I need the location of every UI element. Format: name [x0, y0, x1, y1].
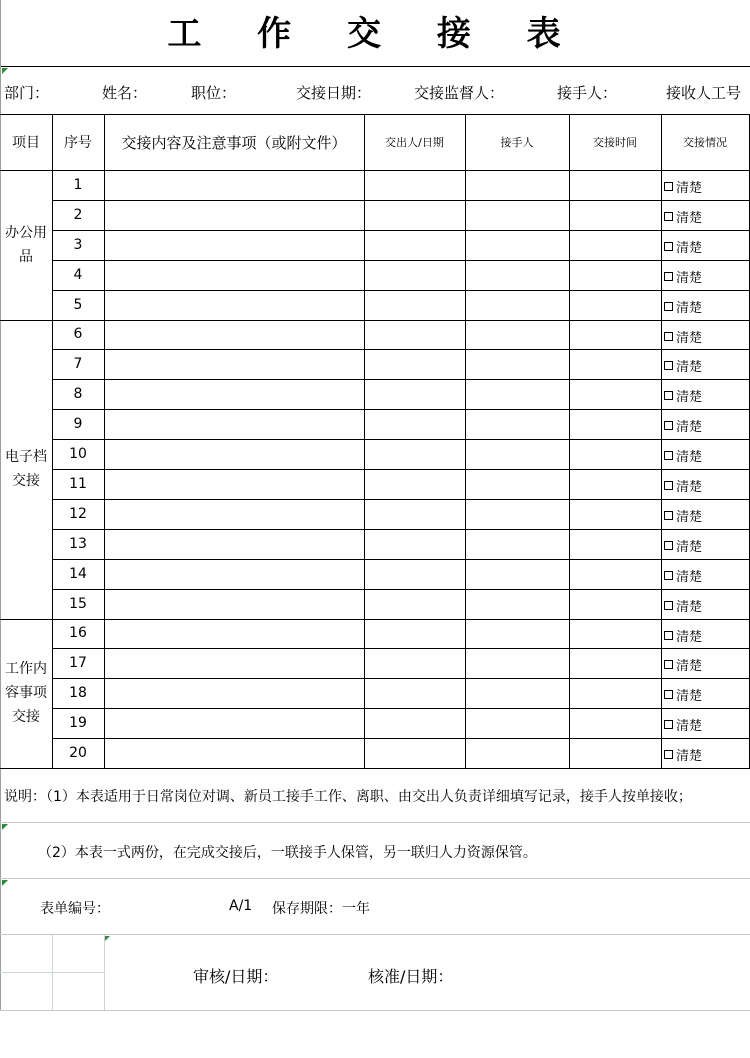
status-label: 清楚 [676, 689, 703, 705]
checkbox-icon[interactable] [664, 720, 673, 729]
checkbox-icon[interactable] [664, 361, 673, 370]
status-label: 清楚 [676, 270, 703, 286]
group-label [0, 170, 52, 320]
cell-marker-icon [2, 880, 8, 886]
supervisor-label: 交接监督人： [414, 84, 505, 102]
row-line [52, 708, 750, 709]
header-handover-time: 交接时间 [593, 136, 637, 149]
checkbox-icon[interactable] [664, 302, 673, 311]
row-line [52, 469, 750, 470]
status-checkbox[interactable] [664, 237, 702, 256]
row-line [52, 230, 750, 231]
col-line-3 [364, 114, 365, 768]
row-line [52, 260, 750, 261]
sheet-bottom-line [0, 1010, 750, 1011]
status-label: 清楚 [676, 210, 703, 226]
row-line [52, 589, 750, 590]
cell-marker-icon [2, 824, 8, 830]
header-index: 序号 [64, 135, 92, 151]
receiver-label: 接手人： [557, 84, 618, 102]
status-label: 清楚 [676, 330, 703, 346]
row-number: 7 [73, 356, 83, 373]
status-checkbox[interactable] [664, 476, 702, 495]
group-label-line: 品 [19, 248, 33, 265]
status-checkbox[interactable] [664, 536, 702, 555]
grid-line [104, 935, 105, 1010]
status-label: 清楚 [676, 450, 703, 466]
status-checkbox[interactable] [664, 566, 702, 585]
row-line [52, 200, 750, 201]
row-number: 9 [73, 416, 83, 433]
row-number: 10 [69, 446, 87, 463]
row-number: 13 [69, 535, 87, 552]
retention-period: 保存期限：一年 [272, 901, 370, 917]
status-checkbox[interactable] [664, 745, 702, 764]
status-label: 清楚 [676, 480, 703, 495]
checkbox-icon[interactable] [664, 242, 673, 251]
row-number: 8 [73, 386, 83, 403]
status-label: 清楚 [676, 599, 703, 615]
header-item: 项目 [12, 135, 40, 151]
status-checkbox[interactable] [664, 207, 702, 226]
footer-divider [0, 934, 750, 935]
status-checkbox[interactable] [664, 356, 702, 375]
form-number-value: A/1 [229, 898, 253, 914]
review-date-label: 审核/日期： [193, 967, 279, 986]
status-checkbox[interactable] [664, 446, 702, 465]
checkbox-icon[interactable] [664, 332, 673, 341]
row-line [52, 349, 750, 350]
row-number: 5 [73, 296, 83, 313]
status-label: 清楚 [676, 240, 703, 256]
status-label: 清楚 [676, 719, 703, 735]
status-label: 清楚 [676, 509, 703, 525]
status-checkbox[interactable] [664, 715, 702, 734]
row-number: 1 [73, 176, 83, 193]
receiver-id-label: 接收人工号 [666, 84, 742, 102]
row-line [52, 379, 750, 380]
checkbox-icon[interactable] [664, 272, 673, 281]
row-line [52, 738, 750, 739]
status-label: 清楚 [676, 539, 703, 555]
checkbox-icon[interactable] [664, 541, 673, 550]
status-label: 清楚 [676, 360, 703, 376]
row-number: 6 [73, 326, 83, 343]
header-content: 交接内容及注意事项（或附文件） [121, 133, 347, 152]
checkbox-icon[interactable] [664, 451, 673, 460]
note-divider-2 [0, 878, 750, 879]
checkbox-icon[interactable] [664, 690, 673, 699]
group-label [0, 619, 52, 769]
status-label: 清楚 [676, 629, 703, 645]
group-label-line: 办公用 [5, 224, 47, 241]
checkbox-icon[interactable] [664, 481, 673, 490]
note-1: 说明：（1）本表适用于日常岗位对调、新员工接手工作、离职、由交出人负责详细填写记录，接手人按单接收； [4, 789, 692, 805]
row-line [52, 499, 750, 500]
grid-line [0, 972, 104, 973]
table-bottom-line [0, 768, 750, 769]
status-label: 清楚 [676, 390, 703, 406]
status-label: 清楚 [676, 749, 703, 765]
row-line [0, 619, 750, 620]
row-number: 3 [73, 236, 83, 253]
form-title: 工 作 交 接 表 [167, 14, 583, 54]
title-divider [0, 66, 750, 67]
status-checkbox[interactable] [664, 596, 702, 615]
checkbox-icon[interactable] [664, 212, 673, 221]
row-number: 16 [69, 625, 87, 642]
header-bottom-line [0, 170, 750, 171]
cell-marker-icon [2, 68, 8, 74]
status-checkbox[interactable] [664, 327, 702, 346]
status-checkbox[interactable] [664, 386, 702, 405]
handover-date-label: 交接日期： [296, 84, 372, 102]
header-handover-person: 交出人/日期 [385, 136, 444, 149]
department-label: 部门： [4, 84, 50, 102]
position-label: 职位： [191, 84, 237, 102]
row-line [52, 409, 750, 410]
header-status: 交接情况 [683, 136, 727, 149]
name-label: 姓名： [102, 84, 148, 102]
checkbox-icon[interactable] [664, 391, 673, 400]
form-number-label: 表单编号： [40, 901, 110, 917]
status-label: 清楚 [676, 569, 703, 585]
status-checkbox[interactable] [664, 655, 702, 674]
row-number: 20 [69, 745, 87, 762]
status-label: 清楚 [676, 300, 703, 316]
checkbox-icon[interactable] [664, 601, 673, 610]
col-line-4 [465, 114, 466, 768]
header-receiver: 接手人 [500, 136, 534, 149]
row-line [52, 559, 750, 560]
group-label-line: 工作内 [5, 661, 47, 678]
status-checkbox[interactable] [664, 297, 702, 316]
row-line [52, 290, 750, 291]
row-line [52, 648, 750, 649]
row-number: 2 [73, 206, 83, 223]
status-label: 清楚 [676, 181, 703, 196]
group-label-line: 交接 [12, 473, 40, 489]
status-checkbox[interactable] [664, 626, 702, 645]
row-number: 11 [69, 475, 87, 492]
row-number: 15 [69, 595, 87, 612]
group-label [0, 320, 52, 619]
checkbox-icon[interactable] [664, 182, 673, 191]
group-label-line: 交接 [12, 709, 40, 726]
checkbox-icon[interactable] [664, 631, 673, 640]
note-divider-1 [0, 822, 750, 823]
row-number: 19 [69, 715, 87, 732]
status-label: 清楚 [676, 659, 703, 675]
row-line [52, 678, 750, 679]
checkbox-icon[interactable] [664, 750, 673, 759]
row-number: 14 [69, 565, 87, 582]
row-number: 4 [73, 266, 83, 283]
col-line-2 [104, 114, 105, 768]
status-label: 清楚 [676, 420, 703, 436]
checkbox-icon[interactable] [664, 421, 673, 430]
approve-date-label: 核准/日期： [368, 967, 454, 986]
row-line [52, 439, 750, 440]
status-checkbox[interactable] [664, 177, 702, 196]
status-checkbox[interactable] [664, 506, 702, 525]
checkbox-icon[interactable] [664, 660, 673, 669]
row-number: 17 [69, 655, 87, 672]
group-label-line: 电子档 [5, 449, 47, 465]
row-number: 12 [69, 505, 87, 522]
note-2: （2）本表一式两份，在完成交接后，一联接手人保管，另一联归人力资源保管。 [38, 845, 537, 861]
status-checkbox[interactable] [664, 416, 702, 435]
row-line [0, 320, 750, 321]
group-label-line: 容事项 [5, 685, 47, 702]
row-number: 18 [69, 685, 87, 702]
col-line-6 [661, 114, 662, 768]
col-line-5 [569, 114, 570, 768]
status-checkbox[interactable] [664, 267, 702, 286]
checkbox-icon[interactable] [664, 571, 673, 580]
row-line [52, 529, 750, 530]
status-checkbox[interactable] [664, 685, 702, 704]
checkbox-icon[interactable] [664, 511, 673, 520]
